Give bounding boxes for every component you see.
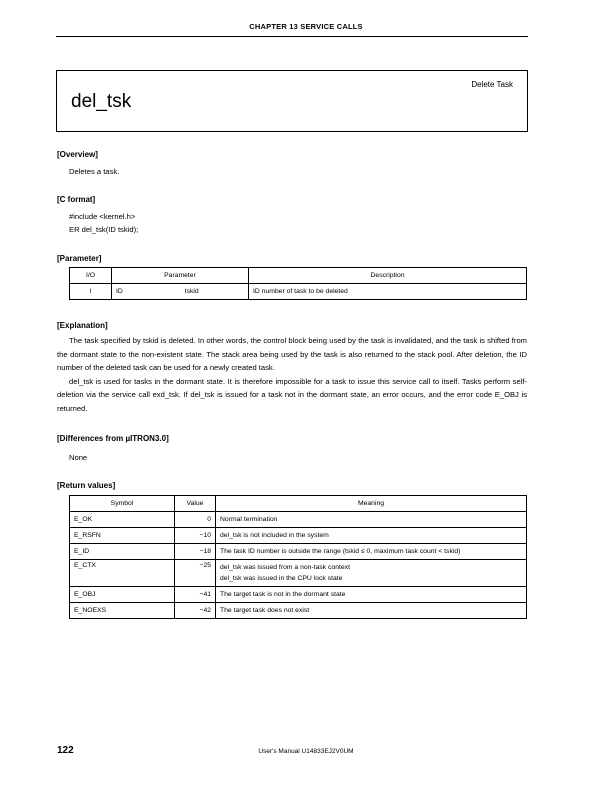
table-row [70,284,527,300]
rv-meaning: The target task does not exist [216,603,527,619]
param-name: tskid [184,288,199,295]
rv-value: −18 [175,544,216,560]
col-value: Value [175,496,216,512]
function-title-box [56,70,528,132]
return-values-table [69,495,527,619]
rv-meaning-cell [216,560,527,587]
rv-value: 0 [175,512,216,528]
rv-value: −10 [175,528,216,544]
rv-value: −41 [175,587,216,603]
table-row [70,603,527,619]
param-io: I [70,284,112,300]
function-name: del_tsk [71,91,132,112]
explanation-paragraph-1: The task specified by tskid is deleted. In other words, the control block being used by the task is invalidated, and the task is shifted from the dormant state to the non-existent state. The stack area being used by the task is also returned to the stack pool. After deletion, the ID number of the deleted task can be used for a newly created task. [57,336,527,372]
overview-text: Deletes a task. [69,167,120,176]
table-row [70,587,527,603]
rv-meaning: del_tsk was issued from a non-task context [220,564,350,571]
c-format-line-1: #include <kernel.h> [69,212,136,221]
header-rule [56,36,528,37]
rv-meaning: The task ID number is outside the range (tskid ≤ 0, maximum task count < tskid) [216,544,527,560]
col-meaning: Meaning [216,496,527,512]
function-description: Delete Task [471,80,513,89]
rv-value: −42 [175,603,216,619]
c-format-heading: [C format] [57,195,96,204]
rv-meaning: Normal termination [216,512,527,528]
table-row [70,512,527,528]
overview-heading: [Overview] [57,150,98,159]
col-description: Description [249,268,527,284]
rv-symbol: E_CTX [70,560,175,587]
return-values-heading: [Return values] [57,481,116,490]
rv-meaning: del_tsk was issued in the CPU lock state [220,575,343,582]
differences-heading: [Differences from µITRON3.0] [57,434,169,443]
col-symbol: Symbol [70,496,175,512]
param-type: ID [116,288,123,295]
parameter-heading: [Parameter] [57,254,102,263]
rv-symbol: E_NOEXS [70,603,175,619]
c-format-line-2: ER del_tsk(ID tskid); [69,225,139,234]
explanation-body [57,334,527,415]
rv-symbol: E_OBJ [70,587,175,603]
chapter-header: CHAPTER 13 SERVICE CALLS [249,22,363,31]
differences-text: None [69,453,88,462]
col-io: I/O [70,268,112,284]
col-parameter: Parameter [112,268,249,284]
explanation-heading: [Explanation] [57,321,108,330]
table-row [70,544,527,560]
return-header-row [70,496,527,512]
explanation-paragraph-2: del_tsk is used for tasks in the dormant state. It is therefore impossible for a task to issue this service call to itself. Tasks perform self-deletion via the service call exd_tsk. If del_tsk is issued for a task not in the dormant state, an error occurs, and the error code E_OBJ is returned. [57,376,527,413]
table-row [70,528,527,544]
parameter-table [69,267,527,300]
param-description: ID number of task to be deleted [249,284,527,300]
rv-meaning: del_tsk is not included in the system [216,528,527,544]
table-row [70,560,527,587]
parameter-header-row [70,268,527,284]
rv-symbol: E_ID [70,544,175,560]
rv-symbol: E_OK [70,512,175,528]
param-cell [112,284,249,300]
manual-id: User's Manual U14833EJ2V0UM [258,748,354,755]
rv-symbol: E_RSFN [70,528,175,544]
rv-value: −25 [175,560,216,587]
rv-meaning: The target task is not in the dormant state [216,587,527,603]
page-number: 122 [57,745,74,756]
